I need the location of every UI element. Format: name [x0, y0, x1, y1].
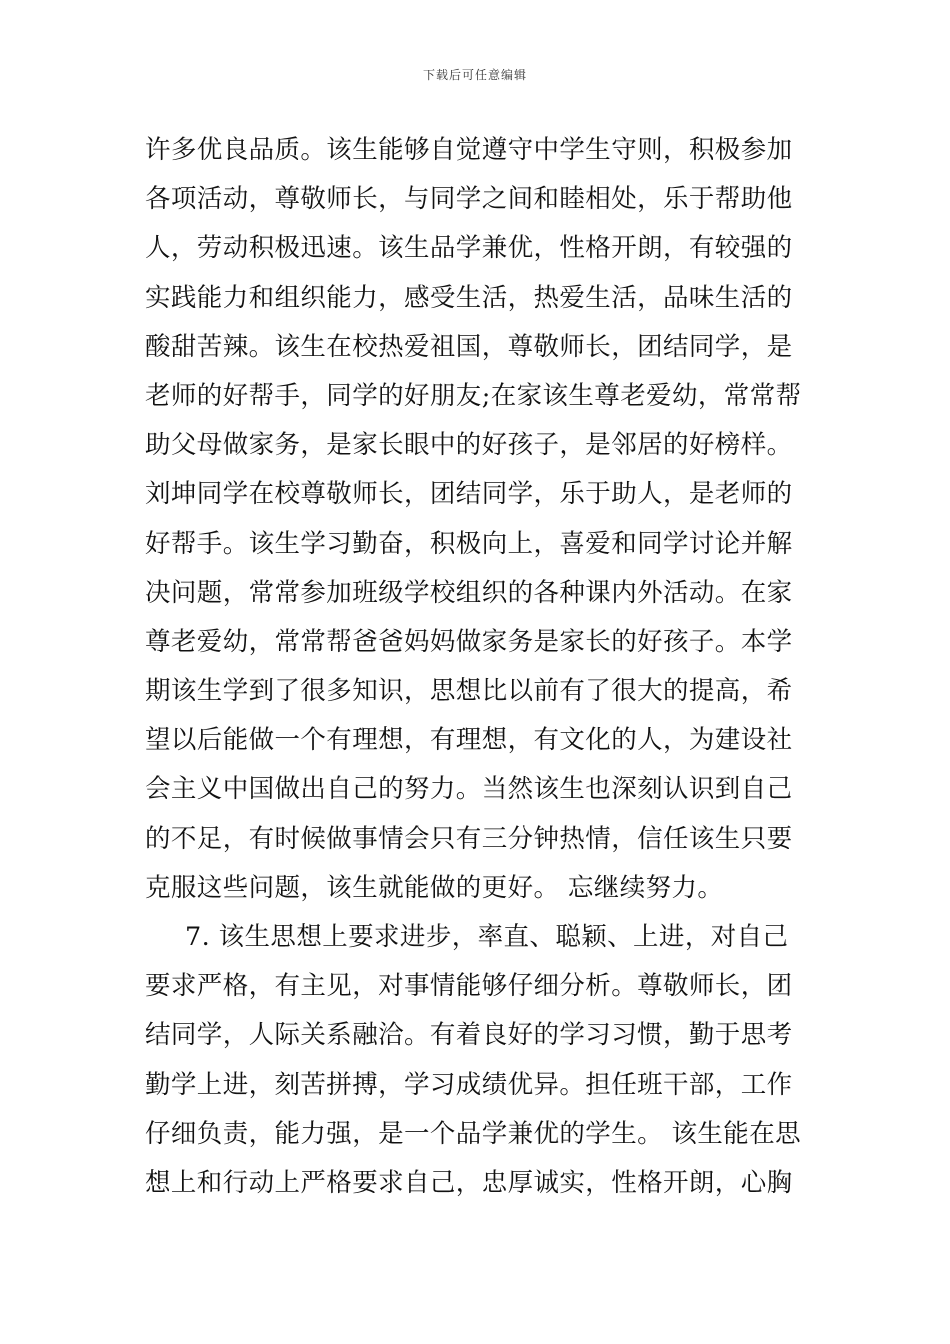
text-line: 实践能力和组织能力，感受生活，热爱生活，品味生活的	[145, 282, 793, 313]
page-header: 下载后可任意编辑	[422, 68, 527, 82]
text-line: 许多优良品质。该生能够自觉遵守中学生守则，积极参加	[145, 135, 793, 165]
text-line: 助父母做家务，是家长眼中的好孩子，是邻居的好榜样。	[145, 430, 793, 461]
numbered-paragraph-start: 7. 该生思想上要求进步，率直、聪颖、上进，对自己	[185, 922, 789, 952]
text-line: 想上和行动上严格要求自己，忠厚诚实，性格开朗，心胸	[145, 1167, 793, 1198]
text-line: 好帮手。该生学习勤奋，积极向上，喜爱和同学讨论并解	[145, 528, 793, 559]
text-line: 人，劳动积极迅速。该生品学兼优，性格开朗，有较强的	[145, 233, 793, 264]
text-line: 结同学，人际关系融洽。有着良好的学习习惯，勤于思考	[145, 1020, 793, 1051]
text-line: 勤学上进，刻苦拼搏，学习成绩优异。担任班干部，工作	[145, 1069, 793, 1100]
text-line: 酸甜苦辣。该生在校热爱祖国，尊敬师长，团结同学，是	[145, 331, 793, 362]
text-line: 的不足，有时候做事情会只有三分钟热情，信任该生只要	[145, 823, 793, 854]
text-line: 会主义中国做出自己的努力。当然该生也深刻认识到自己	[145, 774, 793, 805]
text-line: 刘坤同学在校尊敬师长，团结同学，乐于助人，是老师的	[145, 479, 793, 510]
text-line: 克服这些问题，该生就能做的更好。 忘继续努力。	[145, 872, 724, 903]
body-text	[145, 126, 810, 1208]
text-line: 仔细负责，能力强，是一个品学兼优的学生。 该生能在思	[145, 1118, 802, 1149]
text-line: 各项活动，尊敬师长，与同学之间和睦相处，乐于帮助他	[145, 184, 793, 215]
text-line: 决问题，常常参加班级学校组织的各种课内外活动。在家	[145, 577, 793, 608]
text-line: 期该生学到了很多知识，思想比以前有了很大的提高，希	[145, 676, 793, 707]
text-line: 老师的好帮手，同学的好朋友;在家该生尊老爱幼，常常帮	[145, 380, 802, 411]
text-line: 尊老爱幼，常常帮爸爸妈妈做家务是家长的好孩子。本学	[145, 626, 793, 657]
text-line: 要求严格，有主见，对事情能够仔细分析。尊敬师长，团	[145, 971, 793, 1002]
text-line: 望以后能做一个有理想，有理想，有文化的人，为建设社	[145, 725, 793, 756]
